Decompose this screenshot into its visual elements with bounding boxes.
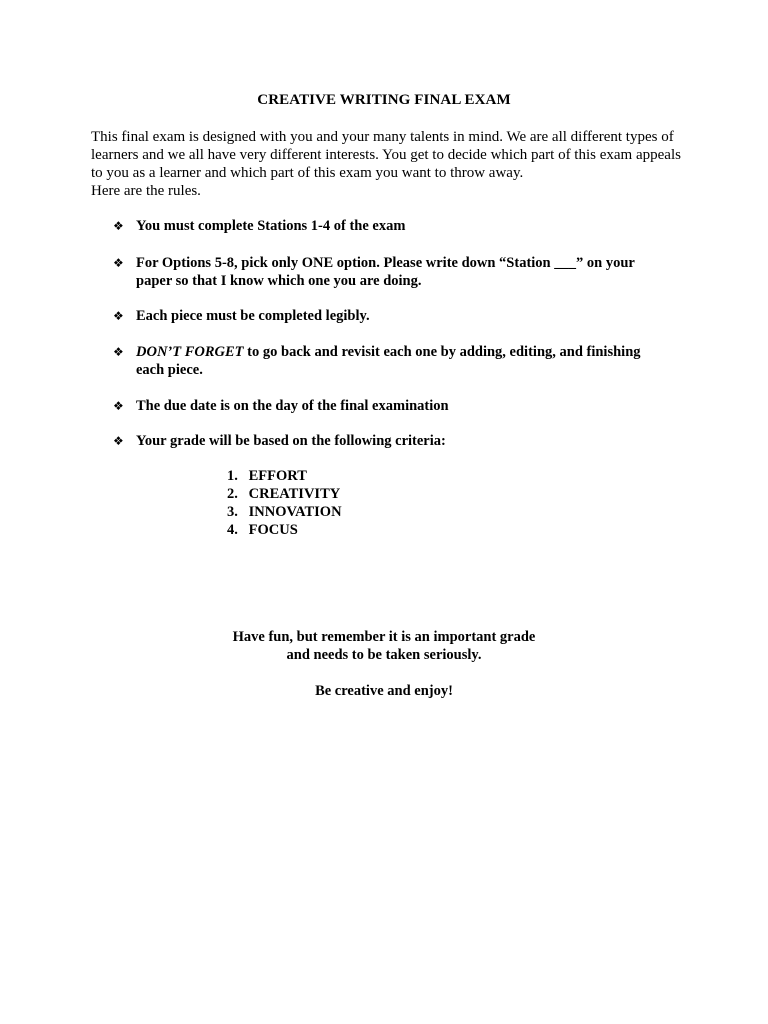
criteria-list <box>227 467 342 539</box>
criteria-label: EFFORT <box>248 468 307 484</box>
closing-note <box>0 628 768 664</box>
rule-line: paper so that I know which one you are doing. <box>136 273 422 289</box>
rule-text <box>136 432 696 450</box>
criteria-number: 1. <box>227 468 238 484</box>
rule-line: Your grade will be based on the following criteria: <box>136 433 446 449</box>
rule-line: You must complete Stations 1-4 of the exam <box>136 218 406 234</box>
criteria-label: INNOVATION <box>248 504 342 520</box>
rule-line: For Options 5-8, pick only ONE option. Please write down “Station ___” on your <box>136 255 635 271</box>
criteria-number: 4. <box>227 522 238 538</box>
diamond-bullet-icon: ❖ <box>113 399 124 413</box>
closing-line: Have fun, but remember it is an important grade <box>232 629 536 645</box>
rule-text <box>136 397 696 415</box>
rule-line <box>136 343 696 361</box>
criteria-item <box>227 467 342 485</box>
rule-line: each piece. <box>136 362 203 378</box>
criteria-item <box>227 521 342 539</box>
signoff-text: Be creative and enjoy! <box>315 683 453 699</box>
rule-line-rest: to go back and revisit each one by adding, editing, and finishing <box>243 344 641 360</box>
rule-text <box>136 254 696 290</box>
diamond-bullet-icon: ❖ <box>113 345 124 359</box>
rule-line: The due date is on the day of the final examination <box>136 398 449 414</box>
criteria-number: 2. <box>227 486 238 502</box>
closing-line: and needs to be taken seriously. <box>286 647 482 663</box>
criteria-label: FOCUS <box>248 522 298 538</box>
intro-line: This final exam is designed with you and your many talents in mind. We are all different types of <box>91 129 674 145</box>
diamond-bullet-icon: ❖ <box>113 219 124 233</box>
intro-line: to you as a learner and which part of this exam you want to throw away. <box>91 165 524 181</box>
diamond-bullet-icon: ❖ <box>113 309 124 323</box>
criteria-label: CREATIVITY <box>248 486 341 502</box>
dont-forget-emphasis: DON’T FORGET <box>136 344 244 360</box>
diamond-bullet-icon: ❖ <box>113 434 124 448</box>
intro-paragraph <box>91 128 691 200</box>
document-title: CREATIVE WRITING FINAL EXAM <box>257 92 511 108</box>
criteria-item <box>227 485 342 503</box>
intro-line: learners and we all have very different interests. You get to decide which part of this exam appeals <box>91 147 681 163</box>
diamond-bullet-icon: ❖ <box>113 256 124 270</box>
rule-text <box>136 343 696 379</box>
rule-line: Each piece must be completed legibly. <box>136 308 370 324</box>
criteria-item <box>227 503 342 521</box>
rule-text <box>136 307 696 325</box>
intro-line: Here are the rules. <box>91 183 201 199</box>
rule-text <box>136 217 696 235</box>
criteria-number: 3. <box>227 504 238 520</box>
